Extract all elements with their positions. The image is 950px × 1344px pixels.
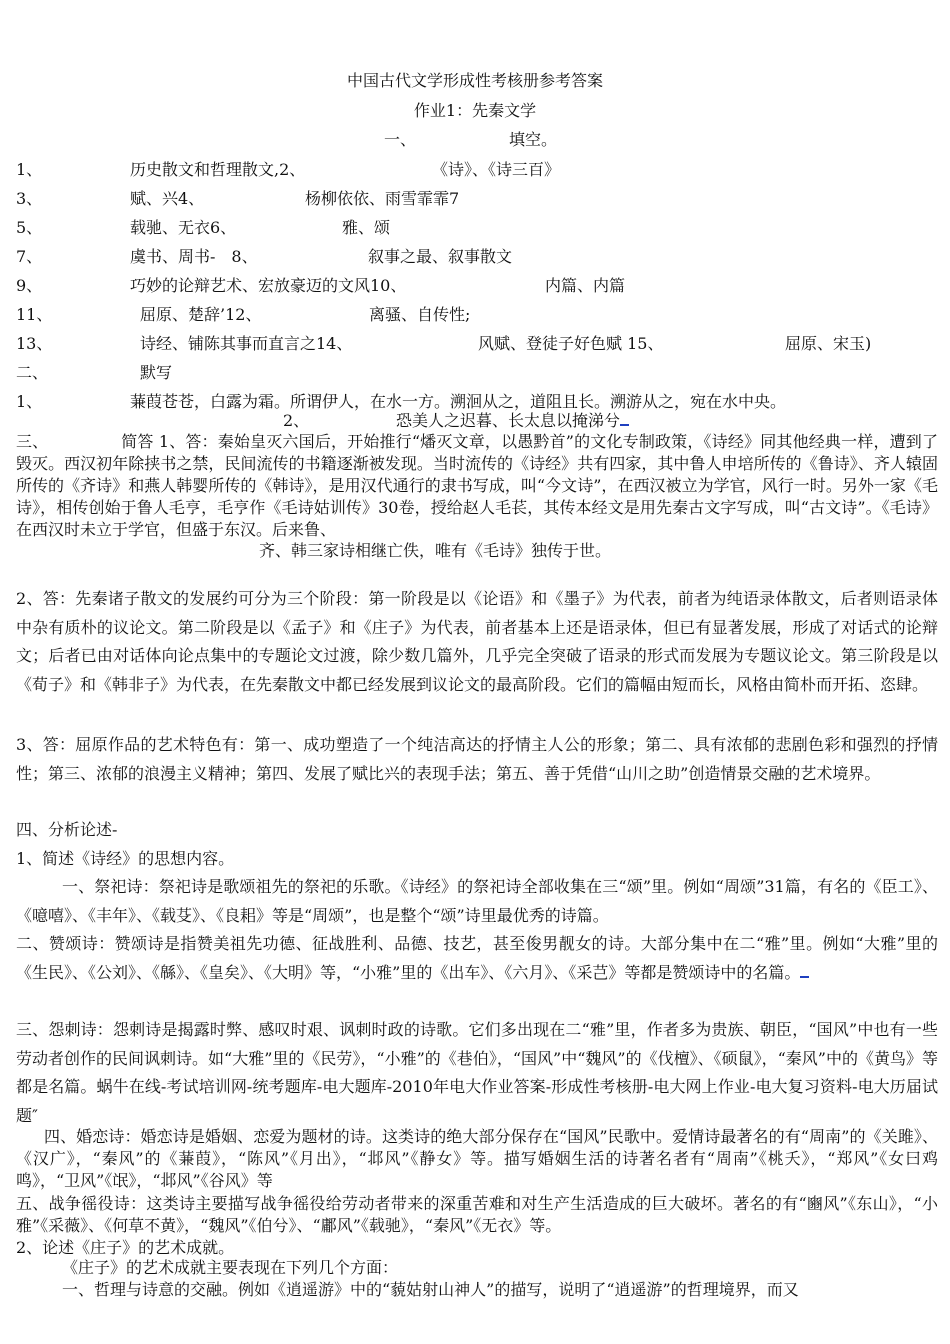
short-answer-1-end: 齐、韩三家诗相继亡佚，唯有《毛诗》独传于世。 [259, 541, 612, 560]
short-answer-2: 2、答：先秦诸子散文的发展约可分为三个阶段：第一阶段是以《论语》和《墨子》为代表，前者为纯语录体散文，后者则语录体中杂有质朴的议论文。第二阶段是以《孟子》和《庄子》为代表，前者基本上还是语录体，但已有显著发展，形成了对话式的论辩文；后者已由对话体向论点集中的专题论文过渡，除少数几篇外，几乎完全突破了语录的形式而发展为专题议论文。第三阶段是以《荀子》和《韩非子》为代表，在先秦散文中都已经发展到议论文的最高阶段。它们的篇幅由短而长，风格由简朴而开拓、恣肆。 [16, 589, 938, 694]
section-2-title: 默写 [140, 363, 173, 382]
answer-number: 9、 [16, 276, 43, 295]
answer-number: 3、 [16, 189, 43, 208]
essay-paragraph-point-1: 一、哲理与诗意的交融。例如《逍遥游》中的“藐姑射山神人”的描写，说明了“逍遥游”的哲理境界，而又 [62, 1280, 799, 1299]
answer-text: 虞书、周书- 8、 [130, 247, 258, 266]
short-answer-1: 三、 简答 1、答：秦始皇灭六国后，开始推行“燔灭文章，以愚黔首”的文化专制政策，《诗经》同其他经典一样，遭到了毁灭。西汉初年除挟书之禁，民间流传的书籍逐渐被发现。当时流传的《诗经》共有四家，其中鲁人申培所传的《鲁诗》、齐人辕固所传的《齐诗》和燕人韩婴所传的《韩诗》，是用汉代通行的隶书写成，叫“今文诗”，在西汉被立为学官，风行一时。另外一家《毛诗》，相传创始于鲁人毛亨，毛亨作《毛诗姑训传》30卷，授给赵人毛苌，其传本经文是用先秦古文字写成，叫“古文诗”。《毛诗》在西汉时未立于学官，但盛于东汉。后来鲁、 [16, 432, 938, 539]
answer-number: 13、 [16, 334, 53, 353]
answer-number: 5、 [16, 218, 43, 237]
answer-text: 巧妙的论辩艺术、宏放豪迈的文风10、 [130, 276, 407, 295]
document-title: 中国古代文学形成性考核册参考答案 [346, 71, 603, 90]
section-1-title: 填空。 [509, 130, 558, 149]
dictation-text [396, 411, 629, 431]
answer-number: 7、 [16, 247, 43, 266]
answer-text: 《诗》、《诗三百》 [432, 160, 561, 179]
answer-number: 1、 [16, 160, 43, 179]
essay-paragraph-sacrifice: 一、祭祀诗：祭祀诗是歌颂祖先的祭祀的乐歌。《诗经》的祭祀诗全部收集在三“颂”里。例如“周颂”31篇，有名的《臣工》、《噫嘻》、《丰年》、《载芟》、《良耜》等是“周颂”，也是整个“颂”诗里最优秀的诗篇。 [16, 877, 938, 925]
answer-number: 11、 [16, 305, 53, 324]
essay-paragraph-praise-text: 二、赞颂诗：赞颂诗是指赞美祖先功德、征战胜利、品德、技艺，甚至俊男靓女的诗。大部分集中在二“雅”里。例如“大雅”里的《生民》、《公刘》、《緜》、《皇矣》、《大明》等，“小雅”里的《出车》、《六月》、《采芑》等都是赞颂诗中的名篇。 [16, 934, 938, 982]
answer-text: 屈原、楚辞’12、 [140, 305, 262, 324]
short-answer-3: 3、答：屈原作品的艺术特色有：第一、成功塑造了一个纯洁高达的抒情主人公的形象；第二、具有浓郁的悲剧色彩和强烈的抒情性；第三、浓郁的浪漫主义精神；第四、发展了赋比兴的表现手法；第五、善于凭借“山川之助”创造情景交融的艺术境界。 [16, 735, 938, 783]
essay-question-2: 2、论述《庄子》的艺术成就。 [16, 1238, 235, 1257]
answer-text: 历史散文和哲理散文,2、 [130, 160, 306, 179]
dictation-text-content: 恐美人之迟暮、长太息以掩涕兮 [396, 411, 621, 430]
assignment-subtitle: 作业1：先秦文学 [413, 101, 537, 120]
essay-paragraph-satire: 三、怨刺诗：怨刺诗是揭露时弊、感叹时艰、讽刺时政的诗歌。它们多出现在二“雅”里，作者多为贵族、朝臣，“国风”中也有一些劳动者创作的民间讽刺诗。如“大雅”里的《民劳》，“小雅”的《巷伯》，“国风”中“魏风”的《伐檀》、《硕鼠》，“秦风”中的《黄鸟》等都是名篇。蜗牛在线-考试培训网-统考题库-电大题库-2010年电大作业答案-形成性考核册-电大网上作业-电大复习资料-电大历届试题″ [16, 1020, 938, 1125]
essay-question-1: 1、简述《诗经》的思想内容。 [16, 849, 235, 868]
answer-text: 内篇、内篇 [545, 276, 626, 295]
answer-text: 雅、颂 [342, 218, 391, 237]
underline-mark [620, 412, 629, 426]
dictation-text: 蒹葭苍苍，白露为霜。所谓伊人，在水一方。溯洄从之，道阻且长。溯游从之，宛在水中央。 [130, 392, 787, 411]
essay-paragraph-love: 四、婚恋诗：婚恋诗是婚姻、恋爱为题材的诗。这类诗的绝大部分保存在“国风”民歌中。爱情诗最著名的有“周南”的《关雎》、《汉广》，“秦风”的《蒹葭》，“陈风”《月出》，“邶风”《静女》等。描写婚姻生活的诗著名者有“周南”《桃夭》，“郑风”《女曰鸡鸣》，“卫风”《氓》，“邶风”《谷风》等 [16, 1127, 938, 1190]
essay-paragraph-intro: 《庄子》的艺术成就主要表现在下列几个方面： [62, 1258, 399, 1277]
essay-paragraph-war: 五、战争徭役诗：这类诗主要描写战争徭役给劳动者带来的深重苦难和对生产生活造成的巨大破坏。著名的有“豳风”《东山》，“小雅”《采薇》、《何草不黄》，“魏风”《伯兮》、“鄘风”《载驰》，“秦风”《无衣》等。 [16, 1194, 938, 1235]
essay-paragraph-praise [16, 930, 938, 987]
answer-text: 离骚、自传性; [369, 305, 471, 324]
answer-text: 赋、兴4、 [130, 189, 205, 208]
dictation-number: 1、 [16, 392, 43, 411]
answer-text: 杨柳依依、雨雪霏霏7 [305, 189, 460, 208]
answer-text: 叙事之最、叙事散文 [368, 247, 513, 266]
answer-text: 载驰、无衣6、 [130, 218, 237, 237]
section-4-title: 四、分析论述- [16, 820, 118, 839]
answer-text: 屈原、宋玉) [785, 334, 872, 353]
dictation-number: 2、 [283, 411, 310, 430]
answer-text: 风赋、登徒子好色赋 15、 [478, 334, 664, 353]
section-1-number: 一、 [384, 130, 417, 149]
underline-mark [800, 964, 809, 978]
section-2-number: 二、 [16, 363, 49, 382]
answer-text: 诗经、铺陈其事而直言之14、 [140, 334, 353, 353]
